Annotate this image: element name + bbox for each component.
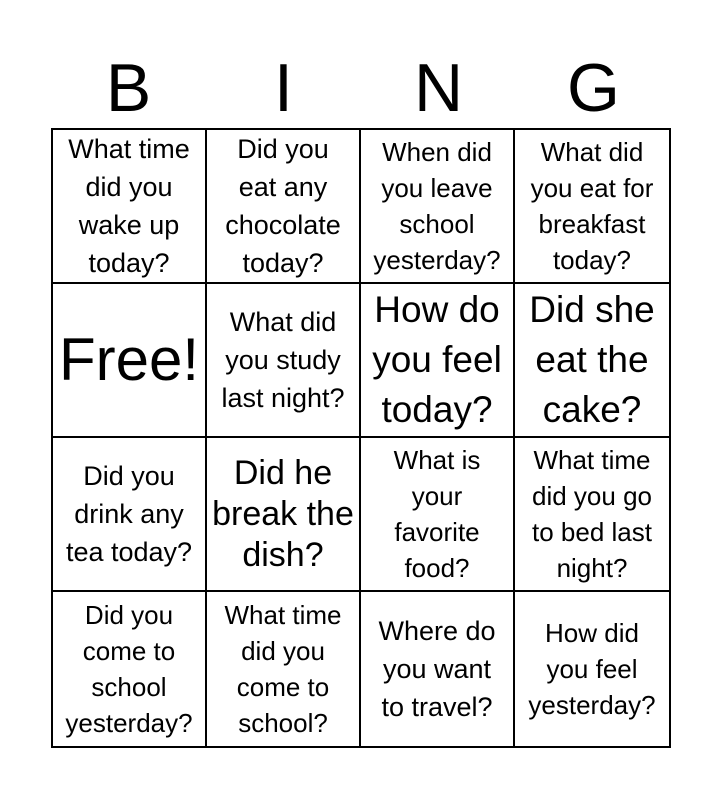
- cell-text: How did you feel yesterday?: [528, 618, 656, 720]
- bingo-cell-r3c4[interactable]: [515, 438, 669, 592]
- bingo-cell-r1c2[interactable]: [207, 130, 361, 284]
- bingo-header: [51, 48, 671, 128]
- bingo-cell-r3c2[interactable]: [207, 438, 361, 592]
- cell-text: How do you feel today?: [372, 289, 502, 430]
- cell-text: Did you come to school yesterday?: [65, 600, 193, 738]
- cell-text: What is your favorite food?: [393, 445, 481, 583]
- cell-text: What did you study last night?: [221, 307, 345, 413]
- bingo-cell-r1c3[interactable]: [361, 130, 515, 284]
- cell-text: Did you eat any chocolate today?: [225, 134, 341, 278]
- bingo-cell-r2c2[interactable]: [207, 284, 361, 438]
- bingo-cell-r4c3[interactable]: [361, 592, 515, 746]
- free-space-text: Free!: [58, 326, 200, 393]
- cell-text: When did you leave school yesterday?: [373, 137, 501, 275]
- cell-text: What time did you come to school?: [224, 600, 342, 738]
- header-letter-g: G: [567, 50, 620, 126]
- bingo-cell-r3c1[interactable]: [53, 438, 207, 592]
- cell-text: What time did you wake up today?: [68, 134, 190, 278]
- bingo-cell-r2c4[interactable]: [515, 284, 669, 438]
- bingo-cell-r4c2[interactable]: [207, 592, 361, 746]
- cell-text: Did he break the dish?: [212, 453, 354, 574]
- bingo-cell-r1c1[interactable]: [53, 130, 207, 284]
- header-letter-b: B: [105, 50, 152, 126]
- header-letter-i: I: [274, 50, 293, 126]
- cell-text: Did she eat the cake?: [529, 289, 655, 430]
- bingo-cell-r2c3[interactable]: [361, 284, 515, 438]
- cell-text: What did you eat for breakfast today?: [530, 137, 654, 275]
- bingo-cell-r3c3[interactable]: [361, 438, 515, 592]
- bingo-cell-r4c4[interactable]: [515, 592, 669, 746]
- bingo-cell-r1c4[interactable]: [515, 130, 669, 284]
- bingo-cell-free[interactable]: [53, 284, 207, 438]
- cell-text: What time did you go to bed last night?: [532, 445, 652, 583]
- bingo-card-grid: [51, 128, 671, 748]
- bingo-cell-r4c1[interactable]: [53, 592, 207, 746]
- header-letter-n: N: [413, 50, 464, 126]
- cell-text: Did you drink any tea today?: [65, 461, 193, 567]
- cell-text: Where do you want to travel?: [378, 616, 496, 722]
